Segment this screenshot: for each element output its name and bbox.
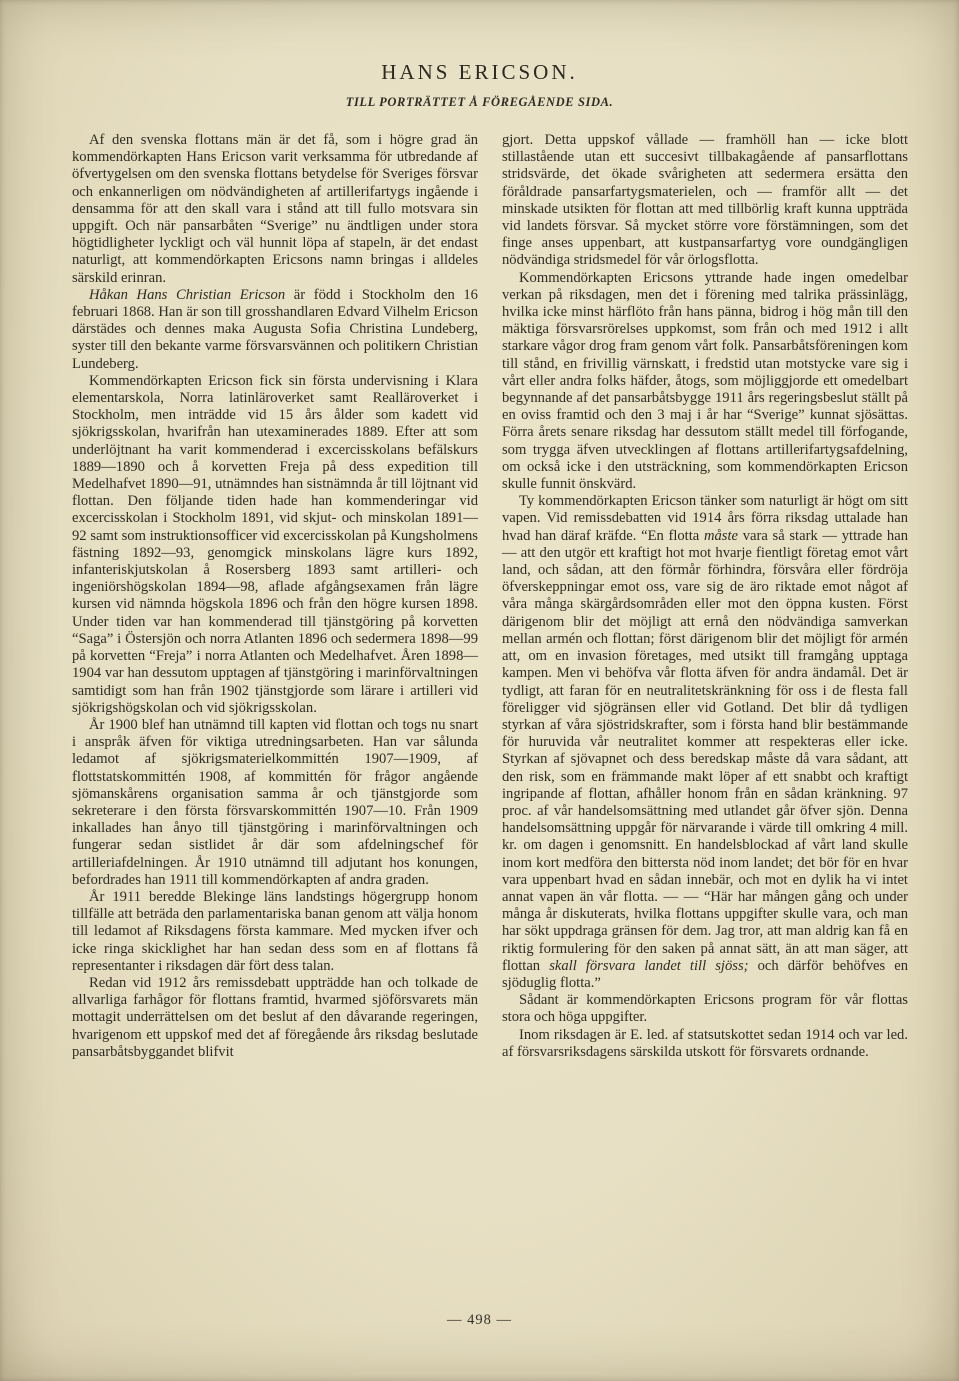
paragraph: Redan vid 1912 års remissdebatt uppträdde han och tolkade de allvarliga farhågor för flottans framtid, hvarmed sjöförsvarets män mottagit underrättelsen om det beslut af den dåvarande regeringen, hvarigenom ett uppskof med det af föregående års riksdag beslutade pansarbåtsbyggandet blifvit [72, 974, 478, 1060]
paragraph: Inom riksdagen är E. led. af statsutskottet sedan 1914 och var led. af försvarsriksdagens särskilda utskott för försvarets ordnande. [502, 1026, 908, 1060]
text-columns [72, 132, 909, 1061]
paragraph: Håkan Hans Christian Ericson är född i Stockholm den 16 februari 1868. Han är son till grosshandlaren Edvard Vilhelm Ericson därstädes och dennes maka Augusta Sofia Christina Lundeberg, syster till den bekante varme försvarsvännen och politikern Christian Lundeberg. [72, 286, 478, 372]
right-column [502, 132, 908, 1061]
paragraph: Sådant är kommendörkapten Ericsons program för vår flottas stora och höga uppgifter. [502, 992, 908, 1026]
paragraph: gjort. Detta uppskof vållade — framhöll han — icke blott stillastående utan ett succesivt tillbakagående af pansarflottans stridsvärde, det ökade svårigheten att sedermera ersätta den föråldrade pansarfartygsmaterielen, och — framför allt — det minskade utsikten för flottan att med tillbörlig kraft kunna uppträda vid landets försvar. Så mycket större vore förstämningen, som det finge anses uppenbart, att kustpansarfartyg vore oundgängligen nödvändiga stridsmedel för vår örlogsflotta. [502, 132, 908, 269]
page-header [0, 0, 959, 110]
paragraph: År 1911 beredde Blekinge läns landstings högergrupp honom tillfälle att beträda den parlamentariska banan genom att välja honom till ledamot af Riksdagens första kammare. Med mycken ifver och icke ringa skicklighet har han sedan dess som en af flottans få representanter i riksdagen där fört dess talan. [72, 888, 478, 974]
page-title: HANS ERICSON. [381, 60, 578, 84]
page-number: — 498 — [447, 1312, 512, 1328]
paragraph: Ty kommendörkapten Ericson tänker som naturligt är högt om sitt vapen. Vid remissdebatten vid 1914 års förra riksdag uttalade han hvad han däraf kräfde. “En flotta måste vara så stark — yttrade han — att den utgör ett kraftigt hot mot hvarje fientligt företag emot vårt land, och sådan, att den förmår förhindra, försvåra eller fördröja öfverskeppningar emot oss, vare sig de äro riktade emot något af våra många skärgårdsområden eller mot den öppna kusten. Först därigenom blir det möjligt att ernå den nödvändiga samverkan mellan armén och flottan; först därigenom blir det möjligt för armén att, om en invasion företages, med utsikt till framgång upptaga kampen. Men vi behöfva vår flotta äfven för andra ändamål. Det är tydligt, att faran för en neutralitetskränkning för oss i de flesta fall föreligger vid sjögränsen eller vid Gotland. Det blir då tydligen styrkan af våra sjöstridskrafter, som i första hand blir bestämmande för huruvida vår neutralitet kommer att respekteras eller icke. Styrkan af sjövapnet och dess beredskap måste då vara sådant, att den risk, som en främmande makt löper af ett snabbt och kraftigt ingripande af flottan, afhåller honom från en sådan kränkning. 97 proc. af vår handelsomsättning med utlandet går öfver sjön. Denna handelsomsättning uppgår för närvarande i värde till omkring 4 mill. kr. om dagen i genomsnitt. En handelsblockad af vårt land skulle inom kort medföra den bittersta nöd inom landet; det bör för en hvar vara uppenbart hvad en sådan innebär, och mot en dylik ha vi intet annat vapen än vår flotta. — — “Här har mången gång och under många år diskuterats, hvilka flottans uppgifter skulle vara, och man har sökt uppdraga gränsen för dem. Jag tror, att man aldrig kan få en riktig formulering för den saken på annat sätt, än att man säger, att flottan skall försvara landet till sjöss; och därför behöfves en sjöduglig flotta.” [502, 493, 909, 991]
left-column [72, 132, 478, 1061]
paragraph: Kommendörkapten Ericson fick sin första undervisning i Klara elementarskola, Norra latinläroverket samt Realläroverket i Stockholm, men inträdde vid 15 års ålder som kadett vid sjökrigsskolan, hvarifrån han utexaminerades 1889. Efter att som underlöjtnant ha varit kommenderad i excercisskolans befälskurs 1889—1890 och å korvetten Freja på dess expedition till Medelhafvet 1890—91, utnämndes han sistnämnda år till löjtnant vid flottan. Den följande tiden hade han kommenderingar vid excercisskolan i Stockholm 1891, vid skjut- och minskolan 1891—92 samt som instruktionsofficer vid excercisskolan på Kungsholmens fästning 1892—93, genomgick minskolans lägre kurs 1892, infanteriskjutskolan å Rosersberg 1893 samt artilleri- och ingeniörshögskolan 1894—98, aflade afgångsexamen från lägre kursen vid nämnda högskola 1896 och från den högre kursen 1898. Under tiden var han kommenderad till tjänstgöring på korvetten “Saga” i Östersjön och norra Atlanten 1896 och sedermera 1898—99 på korvetten “Freja” i norra Atlanten och Medelhafvet. Åren 1898—1904 var han dessutom upptagen af tjänstgöring i marinförvaltningen samtidigt som han från 1902 tjänstgjorde som lärare i artilleri vid sjökrigshögskolan och vid sjökrigsskolan. [72, 372, 478, 716]
paragraph: Kommendörkapten Ericsons yttrande hade ingen omedelbar verkan på riksdagen, men det i förening med talrika prässinlägg, hvilka icke minst härflöto från hans pänna, bidrog i hög mån till den mäktiga försvarsrörelses uppkomst, som från och med 1912 i allt starkare vågor drog fram genom vårt folk. Pansarbåtsföreningen kom till stånd, en frivillig värnskatt, i fredstid utan motstycke vare sig i vårt eller andra folks häfder, åtogs, som möjliggjorde ett omedelbart begynnande af det pansarbåtsbygge 1911 års regeringsbeslut ställt på en oviss framtid och den 3 maj i år har “Sverige” kunnat sjösättas. Förra årets senare riksdag har dessutom ställt medel till förfogande, som trygga äfven utvecklingen af flottans artillerifartygsafdelning, om också icke i den utsträckning, som kommendörkapten Ericson skulle funnit önskvärd. [502, 269, 908, 493]
paragraph: År 1900 blef han utnämnd till kapten vid flottan och togs nu snart i anspråk äfven för viktiga utredningsarbeten. Han var sålunda ledamot af sjökrigsmaterielkommittén 1907—1909, af flottstatskommittén 1908, af kommittén för frågor angående sjömanskårens organisation samma år och tjänstgjorde som sekreterare i den första försvarskommittén 1907—10. Från 1909 inkallades han ånyo till tjänstgöring i marinförvaltningen och fungerar sedan sistlidet år där som afdelningschef för artilleriafdelningen. År 1910 utnämnd till adjutant hos konungen, befordrades han 1911 till kommendörkapten af andra graden. [72, 716, 478, 888]
page-subtitle: TILL PORTRÄTTET Å FÖREGÅENDE SIDA. [345, 95, 614, 109]
paragraph: Af den svenska flottans män är det få, som i högre grad än kommendörkapten Hans Ericson varit verksamma för utbredande af öfvertygelsen om den svenska flottans betydelse för Sveriges försvar och enkannerligen om nödvändigheten af artillerifartygs ingående i densamma för att den skall vara i stånd att till fullo motsvara sin uppgift. Och när pansarbåten “Sverige” nu ändtligen under stora högtidligheter lyckligt och väl hunnit löpa af stapeln, är det endast naturligt, att kommendörkapten Ericsons namn bringas i alldeles särskild erinran. [72, 132, 478, 286]
